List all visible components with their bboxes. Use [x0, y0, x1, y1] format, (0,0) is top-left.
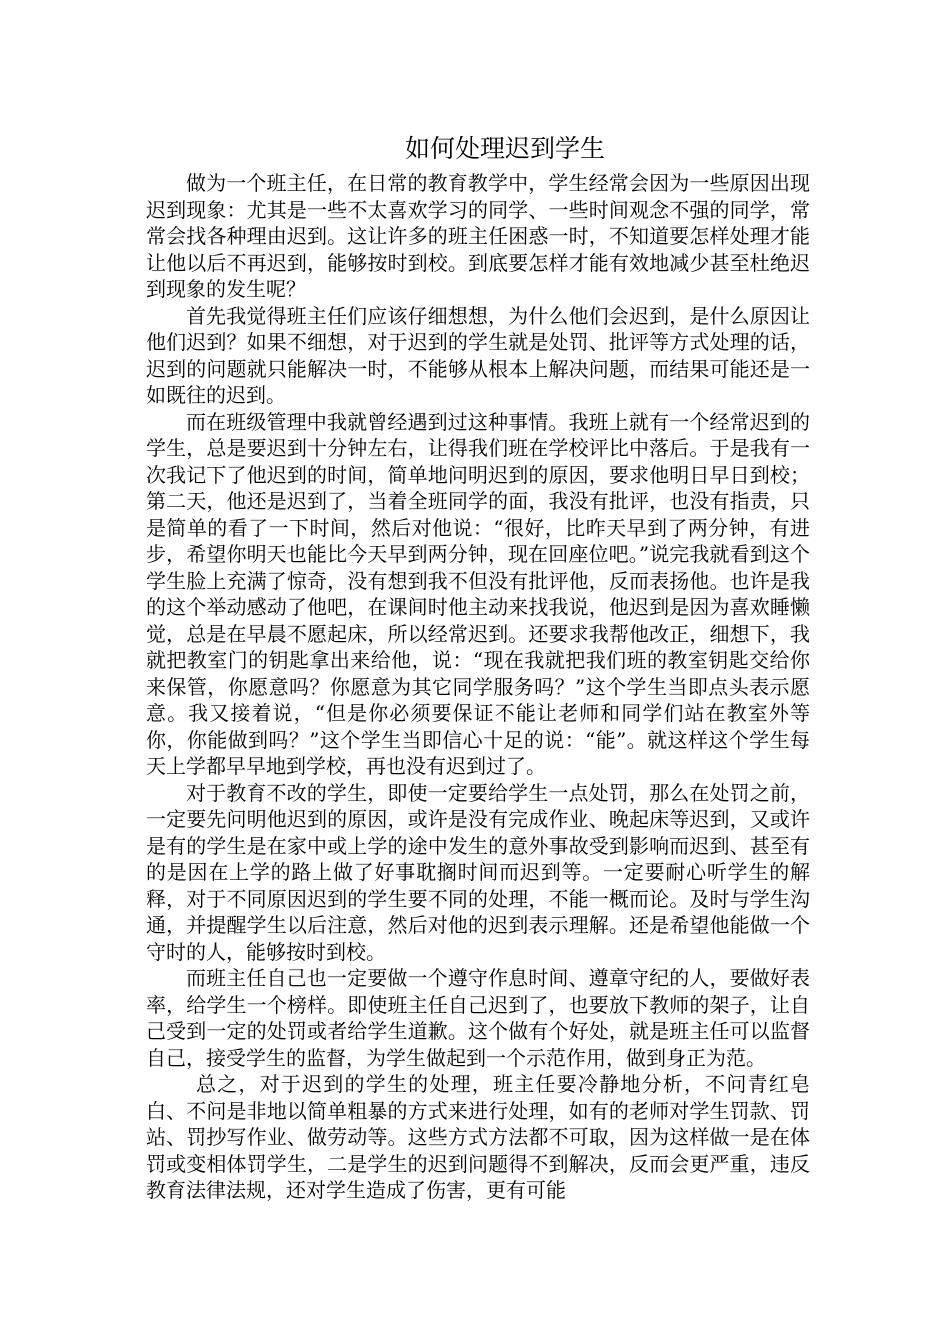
paragraph-conclusion: 总之，对于迟到的学生的处理，班主任要冷静地分析，不问青红皂白、不问是非地以简单粗暴的方式来进行处理，如有的老师对学生罚款、罚站、罚抄写作业、做劳动等。这些方式方法都不可取，因为这样做一是在体罚或变相体罚学生，二是学生的迟到问题得不到解决，反而会更严重，违反教育法律法规，还对学生造成了伤害，更有可能 [146, 1072, 810, 1202]
paragraph-example: 而在班级管理中我就曾经遇到过这种事情。我班上就有一个经常迟到的学生，总是要迟到十分钟左右，让得我们班在学校评比中落后。于是我有一次我记下了他迟到的时间，简单地问明迟到的原因，要求他明日早日到校；第二天，他还是迟到了，当着全班同学的面，我没有批评，也没有指责，只是简单的看了一下时间，然后对他说：“很好，比昨天早到了两分钟，有进步，希望你明天也能比今天早到两分钟，现在回座位吧。”说完我就看到这个学生脸上充满了惊奇，没有想到我不但没有批评他，反而表扬他。也许是我的这个举动感动了他吧，在课间时他主动来找我说，他迟到是因为喜欢睡懒觉，总是在早晨不愿起床，所以经常迟到。还要求我帮他改正，细想下，我就把教室门的钥匙拿出来给他，说：“现在我就把我们班的教室钥匙交给你来保管，你愿意吗？你愿意为其它同学服务吗？”这个学生当即点头表示愿意。我又接着说，“但是你必须要保证不能让老师和同学们站在教室外等你，你能做到吗？”这个学生当即信心十足的说：“能”。就这样这个学生每天上学都早早地到学校，再也没有迟到过了。 [146, 409, 810, 778]
document-body [146, 170, 810, 1204]
paragraph-punishment: 对于教育不改的学生，即使一定要给学生一点处罚，那么在处罚之前，一定要先问明他迟到的原因，或许是没有完成作业、晚起床等迟到，又或许是有的学生是在家中或上学的途中发生的意外事故受到影响而迟到、甚至有的是因在上学的路上做了好事耽搁时间而迟到等。一定要耐心听学生的解释，对于不同原因迟到的学生要不同的处理，不能一概而论。及时与学生沟通，并提醒学生以后注意，然后对他的迟到表示理解。还是希望他能做一个守时的人，能够按时到校。 [146, 780, 810, 964]
paragraph-reasons: 首先我觉得班主任们应该仔细想想，为什么他们会迟到，是什么原因让他们迟到？如果不细想，对于迟到的学生就是处罚、批评等方式处理的话，迟到的问题就只能解决一时，不能够从根本上解决问题，而结果可能还是一如既往的迟到。 [146, 303, 810, 407]
document-title: 如何处理迟到学生 [404, 134, 605, 163]
paragraph-teacher-role: 而班主任自己也一定要做一个遵守作息时间、遵章守纪的人，要做好表率，给学生一个榜样。即使班主任自己迟到了，也要放下教师的架子，让自己受到一定的处罚或者给学生道歉。这个做有个好处，就是班主任可以监督自己，接受学生的监督，为学生做起到一个示范作用，做到身正为范。 [146, 966, 810, 1070]
paragraph-intro: 做为一个班主任，在日常的教育教学中，学生经常会因为一些原因出现迟到现象：尤其是一些不太喜欢学习的同学、一些时间观念不强的同学，常常会找各种理由迟到。这让许多的班主任困惑一时，不知道要怎样处理才能让他以后不再迟到，能够按时到校。到底要怎样才能有效地减少甚至杜绝迟到现象的发生呢？ [146, 171, 810, 301]
